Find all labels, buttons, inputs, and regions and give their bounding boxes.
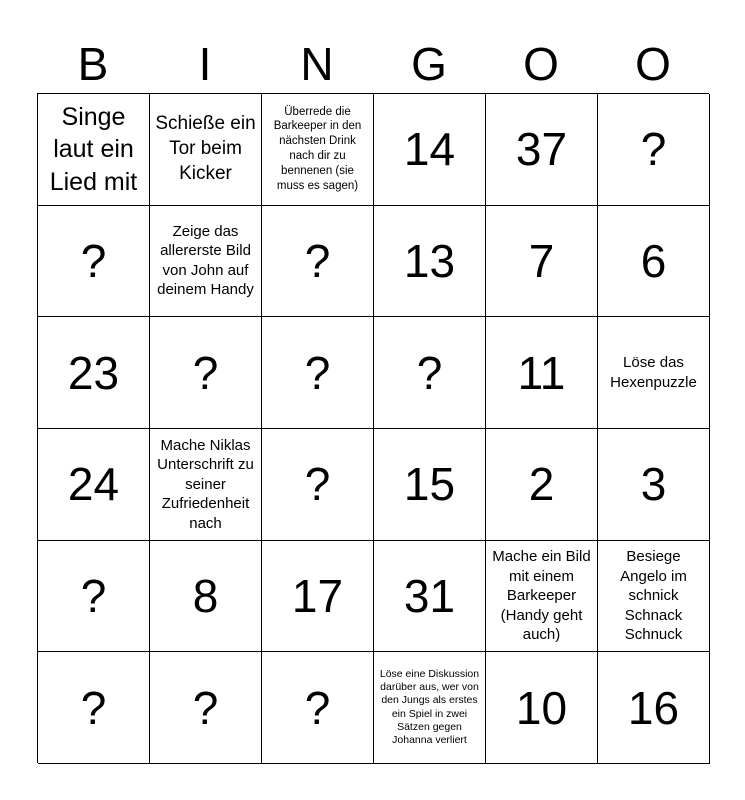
bingo-cell-r2-c3[interactable]: ?: [262, 206, 374, 318]
bingo-cell-r1-c2[interactable]: Schieße ein Tor beim Kicker: [150, 94, 262, 206]
bingo-cell-r1-c6[interactable]: ?: [598, 94, 710, 206]
bingo-cell-r5-c6[interactable]: Besiege Angelo im schnick Schnack Schnuck: [598, 541, 710, 653]
bingo-cell-r6-c2[interactable]: ?: [150, 652, 262, 764]
header-letter-n: N: [300, 38, 334, 90]
bingo-cell-r4-c1[interactable]: 24: [38, 429, 150, 541]
bingo-cell-r1-c1[interactable]: Singe laut ein Lied mit: [38, 94, 150, 206]
bingo-cell-r1-c4[interactable]: 14: [374, 94, 486, 206]
bingo-cell-r2-c5[interactable]: 7: [486, 206, 598, 318]
bingo-cell-r4-c6[interactable]: 3: [598, 429, 710, 541]
header-letter-b: B: [77, 38, 109, 90]
bingo-cell-r4-c5[interactable]: 2: [486, 429, 598, 541]
bingo-cell-r2-c1[interactable]: ?: [38, 206, 150, 318]
bingo-cell-r6-c1[interactable]: ?: [38, 652, 150, 764]
bingo-cell-r6-c3[interactable]: ?: [262, 652, 374, 764]
bingo-cell-r2-c2[interactable]: Zeige das allererste Bild von John auf deinem Handy: [150, 206, 262, 318]
bingo-cell-r2-c6[interactable]: 6: [598, 206, 710, 318]
bingo-cell-r5-c1[interactable]: ?: [38, 541, 150, 653]
bingo-cell-r5-c2[interactable]: 8: [150, 541, 262, 653]
bingo-cell-r5-c5[interactable]: Mache ein Bild mit einem Barkeeper (Handy geht auch): [486, 541, 598, 653]
bingo-cell-r3-c6[interactable]: Löse das Hexenpuzzle: [598, 317, 710, 429]
bingo-cell-r3-c2[interactable]: ?: [150, 317, 262, 429]
header-letter-i: I: [198, 38, 212, 90]
bingo-cell-r3-c4[interactable]: ?: [374, 317, 486, 429]
bingo-header: [37, 38, 709, 90]
header-letter-o: O: [523, 38, 559, 90]
bingo-cell-r6-c4[interactable]: Löse eine Diskussion darüber aus, wer von den Jungs als erstes ein Spiel in zwei Sätzen gegen Johanna verliert: [374, 652, 486, 764]
header-letter-o-2: O: [635, 38, 671, 90]
bingo-cell-r6-c6[interactable]: 16: [598, 652, 710, 764]
bingo-cell-r4-c4[interactable]: 15: [374, 429, 486, 541]
bingo-cell-r1-c5[interactable]: 37: [486, 94, 598, 206]
bingo-cell-r4-c3[interactable]: ?: [262, 429, 374, 541]
bingo-cell-r4-c2[interactable]: Mache Niklas Unterschrift zu seiner Zufriedenheit nach: [150, 429, 262, 541]
bingo-cell-r3-c5[interactable]: 11: [486, 317, 598, 429]
bingo-cell-r6-c5[interactable]: 10: [486, 652, 598, 764]
bingo-board: [37, 93, 709, 763]
bingo-cell-r5-c3[interactable]: 17: [262, 541, 374, 653]
bingo-cell-r5-c4[interactable]: 31: [374, 541, 486, 653]
bingo-cell-r3-c1[interactable]: 23: [38, 317, 150, 429]
bingo-cell-r1-c3[interactable]: Überrede die Barkeeper in den nächsten Drink nach dir zu bennenen (sie muss es sagen): [262, 94, 374, 206]
header-letter-g: G: [411, 38, 447, 90]
bingo-cell-r3-c3[interactable]: ?: [262, 317, 374, 429]
bingo-cell-r2-c4[interactable]: 13: [374, 206, 486, 318]
